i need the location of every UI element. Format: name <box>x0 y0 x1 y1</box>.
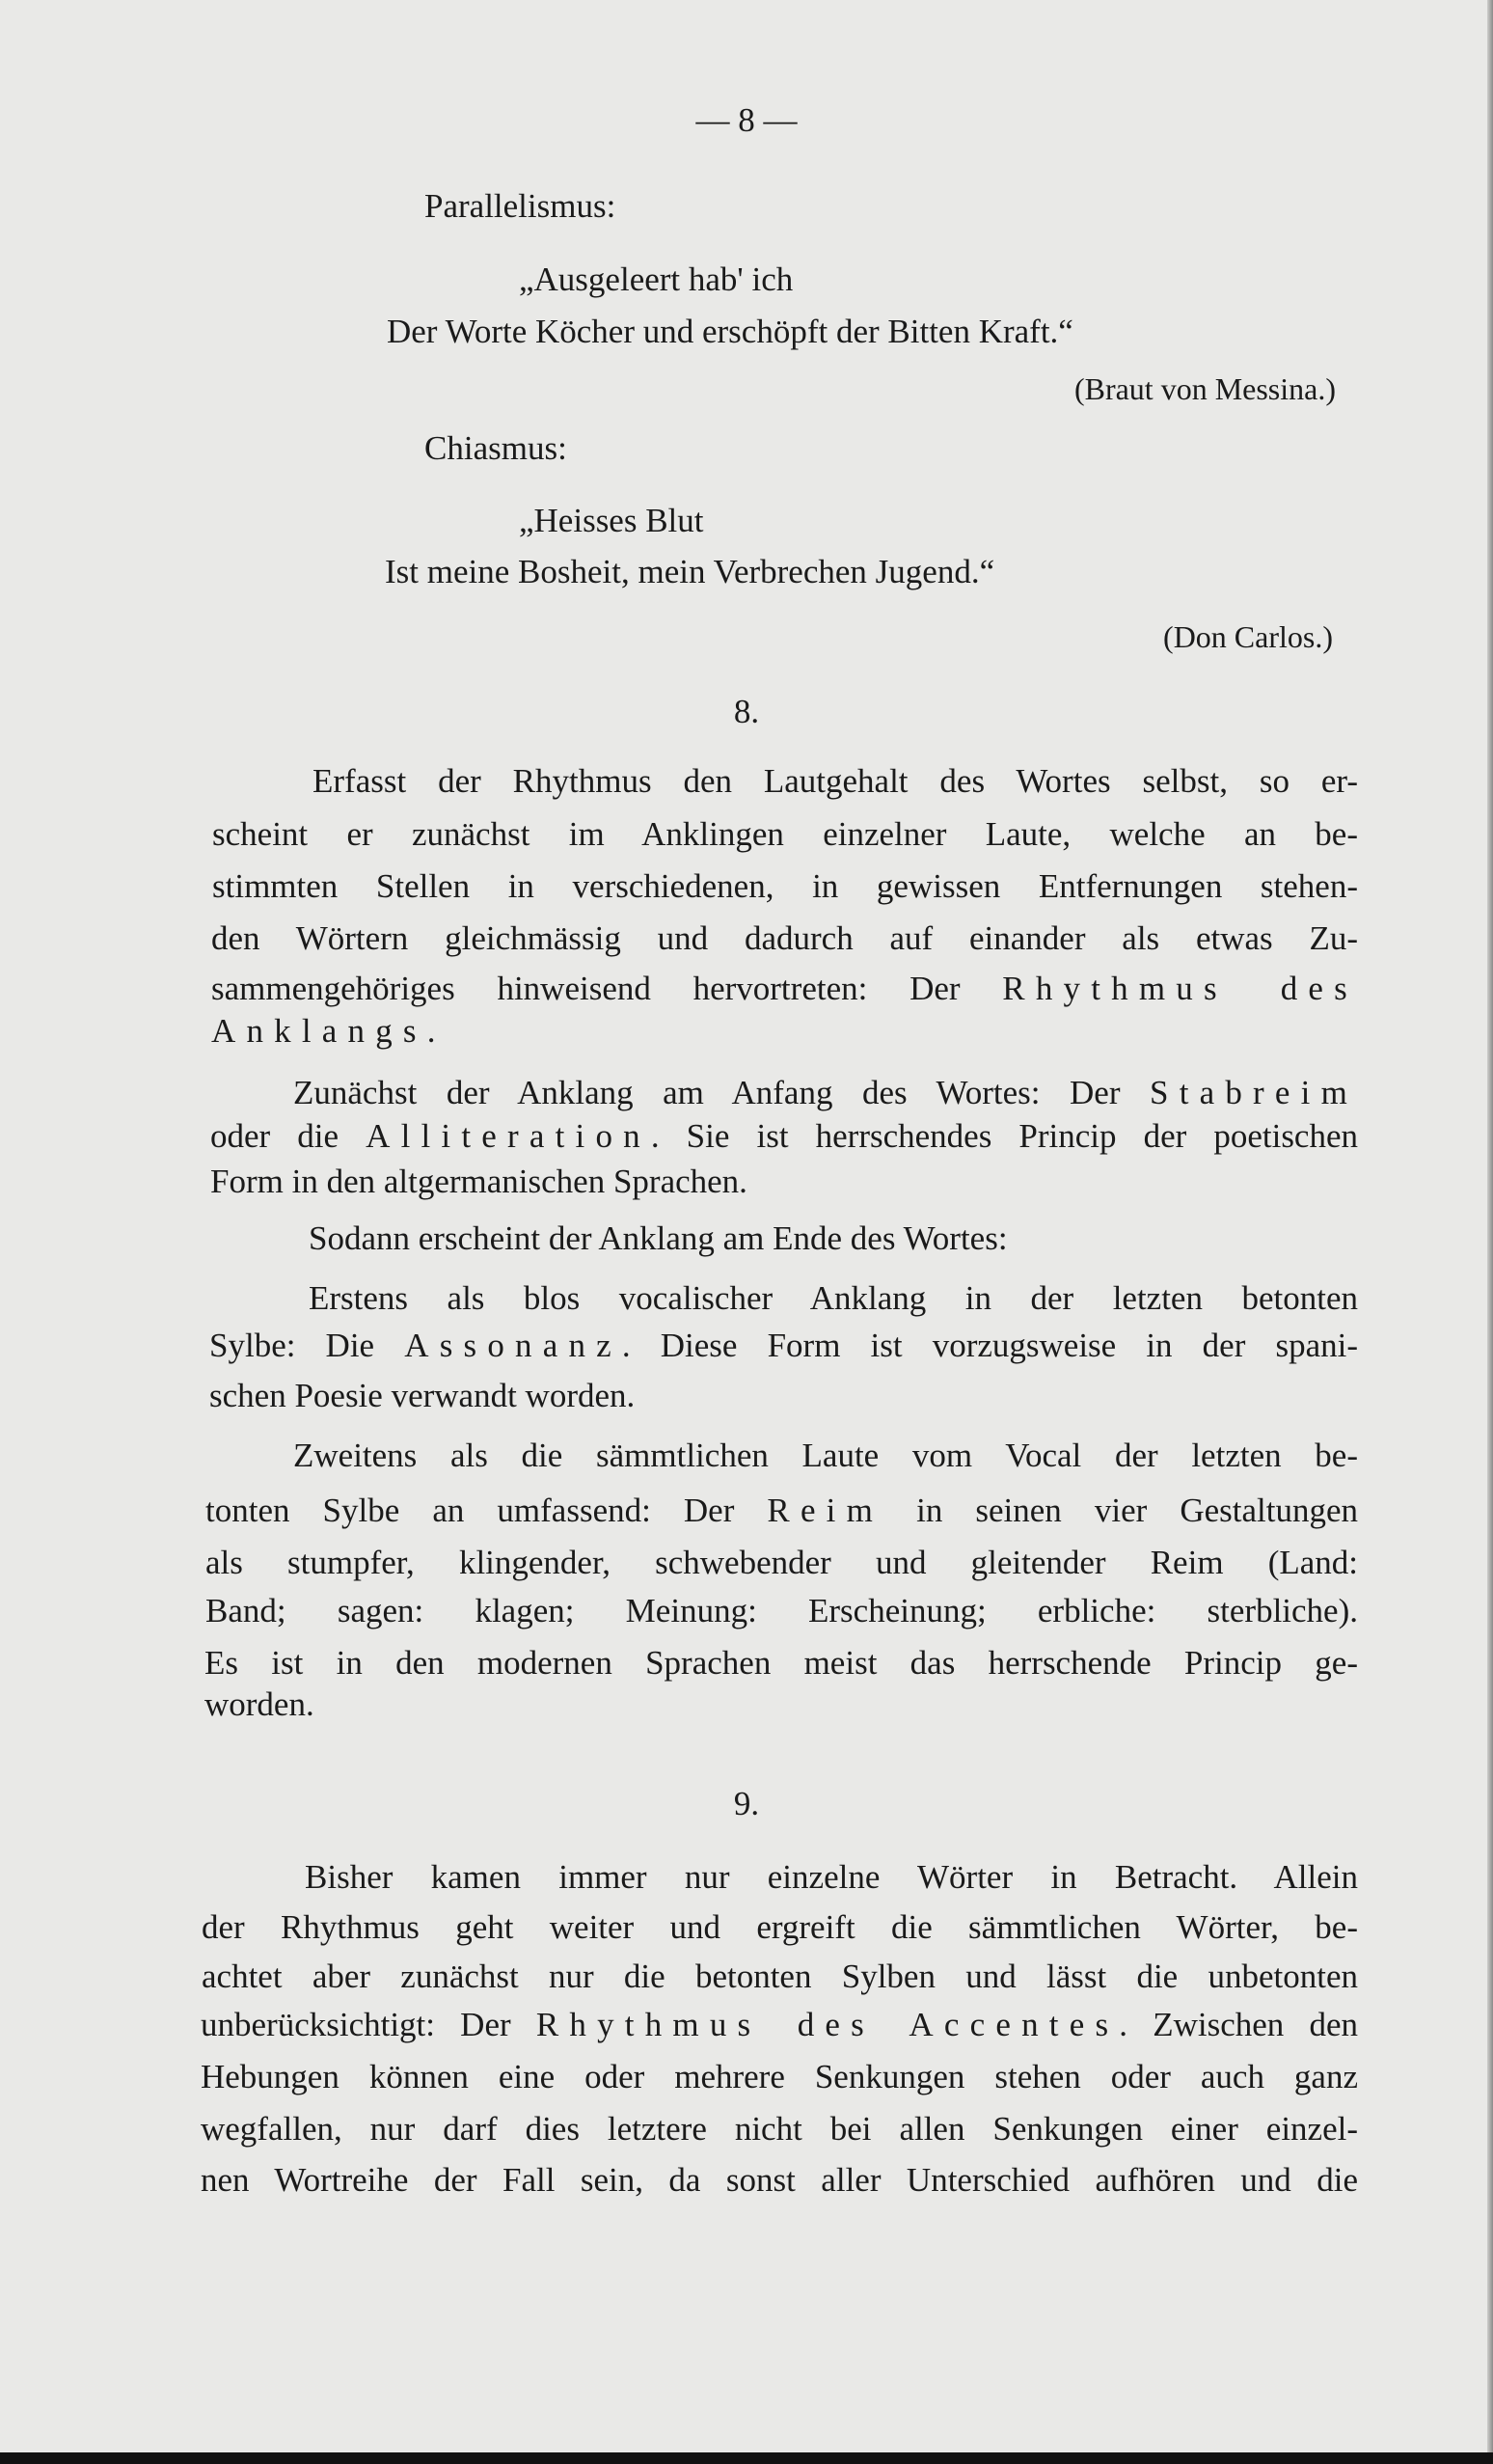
text-segment: nen Wortreihe der Fall sein, da sonst aller Unterschied aufhören und die <box>201 2161 1358 2199</box>
text-segment: wegfallen, nur darf dies letztere nicht bei allen Senkungen einer einzel- <box>201 2110 1358 2148</box>
text-segment: als stumpfer, klingender, schwebender und gleitender Reim (Land: <box>205 1544 1358 1581</box>
text-line <box>211 1007 436 1055</box>
text-line <box>211 965 1358 1013</box>
scan-bottom-border <box>0 2452 1493 2464</box>
text-segment: Erfasst der Rhythmus den Lautgehalt des Wortes selbst, so er- <box>312 762 1358 800</box>
emphasized-term: Reim <box>767 1492 884 1529</box>
section-number-8: 8. <box>733 693 760 730</box>
text-segment: unberücksichtigt: Der <box>201 2006 536 2043</box>
text-segment: worden. <box>204 1685 314 1723</box>
text-line <box>205 1587 1358 1635</box>
text-line <box>212 862 1358 911</box>
quote-line: „Ausgeleert hab' ich <box>519 260 794 298</box>
text-line <box>209 1372 635 1420</box>
text-line <box>202 1953 1358 2001</box>
page-number: — 8 — <box>695 101 798 139</box>
text-segment: Form in den altgermanischen Sprachen. <box>210 1163 747 1200</box>
text-segment: . <box>426 1012 436 1050</box>
text-segment: oder die <box>210 1117 366 1155</box>
text-segment: Es ist in den modernen Sprachen meist das herrschende Princip ge- <box>204 1644 1358 1682</box>
text-line <box>309 1274 1358 1323</box>
text-segment: . Zwischen den <box>1119 2006 1358 2043</box>
text-segment: . Diese Form ist vorzugsweise in der spani- <box>621 1327 1358 1364</box>
text-line <box>309 1215 1008 1263</box>
text-line <box>293 1069 1358 1117</box>
section-number-9: 9. <box>733 1785 760 1822</box>
text-line <box>209 1322 1358 1370</box>
text-segment: Sylbe: Die <box>209 1327 405 1364</box>
text-segment: Erstens als blos vocalischer Anklang in der letzten betonten <box>309 1279 1358 1317</box>
text-segment: sammengehöriges hinweisend hervortreten: Der <box>211 970 1003 1007</box>
text-line <box>211 915 1358 963</box>
parallelismus-label: Parallelismus: <box>424 187 616 225</box>
quote-source: (Braut von Messina.) <box>1073 371 1336 406</box>
text-segment: stimmten Stellen in verschiedenen, in gewissen Entfernungen stehen- <box>212 867 1358 905</box>
emphasized-term: Assonanz <box>404 1327 622 1364</box>
text-segment: Zunächst der Anklang am Anfang des Wortes: Der <box>293 1074 1151 1111</box>
text-line <box>205 1539 1358 1587</box>
text-segment: schen Poesie verwandt worden. <box>209 1377 636 1414</box>
text-line <box>312 757 1358 806</box>
emphasized-term: Rhythmus des Accentes <box>535 2006 1120 2043</box>
emphasized-term: Anklangs <box>211 1012 427 1050</box>
text-segment: Sodann erscheint der Anklang am Ende des Wortes: <box>309 1219 1008 1257</box>
text-segment: achtet aber zunächst nur die betonten Sylben und lässt die unbetonten <box>202 1958 1358 1995</box>
quote-line: Ist meine Bosheit, mein Verbrechen Jugend.“ <box>385 553 995 590</box>
emphasized-term: Stabreim <box>1150 1074 1358 1111</box>
text-segment: Zweitens als die sämmtlichen Laute vom Vocal der letzten be- <box>293 1437 1358 1474</box>
text-line <box>201 2105 1358 2153</box>
text-line <box>201 2001 1358 2049</box>
text-line <box>204 1681 314 1729</box>
text-line <box>210 1158 747 1206</box>
text-segment: Band; sagen: klagen; Meinung: Erscheinung; erbliche: sterbliche). <box>205 1592 1358 1629</box>
emphasized-term: Alliteration <box>366 1117 651 1155</box>
text-line <box>201 2053 1358 2101</box>
text-line <box>201 2156 1358 2204</box>
text-segment: der Rhythmus geht weiter und ergreift die sämmtlichen Wörter, be- <box>202 1908 1358 1946</box>
text-line <box>204 1639 1358 1687</box>
quote-source: (Don Carlos.) <box>1163 619 1333 654</box>
page-edge-shadow <box>1487 0 1493 2464</box>
text-segment: . Sie ist herrschendes Princip der poetischen <box>650 1117 1359 1155</box>
text-line <box>205 1487 1358 1535</box>
text-segment: in seinen vier Gestaltungen <box>883 1492 1358 1529</box>
quote-line: „Heisses Blut <box>519 502 704 539</box>
text-line <box>293 1432 1358 1480</box>
text-segment: Bisher kamen immer nur einzelne Wörter in Betracht. Allein <box>305 1858 1358 1896</box>
emphasized-term: Rhythmus des <box>1002 970 1358 1007</box>
text-segment: tonten Sylbe an umfassend: Der <box>205 1492 768 1529</box>
text-segment: Hebungen können eine oder mehrere Senkungen stehen oder auch ganz <box>201 2058 1358 2095</box>
text-segment: den Wörtern gleichmässig und dadurch auf einander als etwas Zu- <box>211 919 1358 957</box>
chiasmus-label: Chiasmus: <box>424 429 567 467</box>
text-segment: scheint er zunächst im Anklingen einzelner Laute, welche an be- <box>212 815 1358 853</box>
text-line <box>210 1112 1358 1161</box>
text-line <box>212 810 1358 859</box>
text-line <box>202 1903 1358 1952</box>
quote-line: Der Worte Köcher und erschöpft der Bitten Kraft.“ <box>387 313 1073 350</box>
text-line <box>305 1853 1358 1902</box>
